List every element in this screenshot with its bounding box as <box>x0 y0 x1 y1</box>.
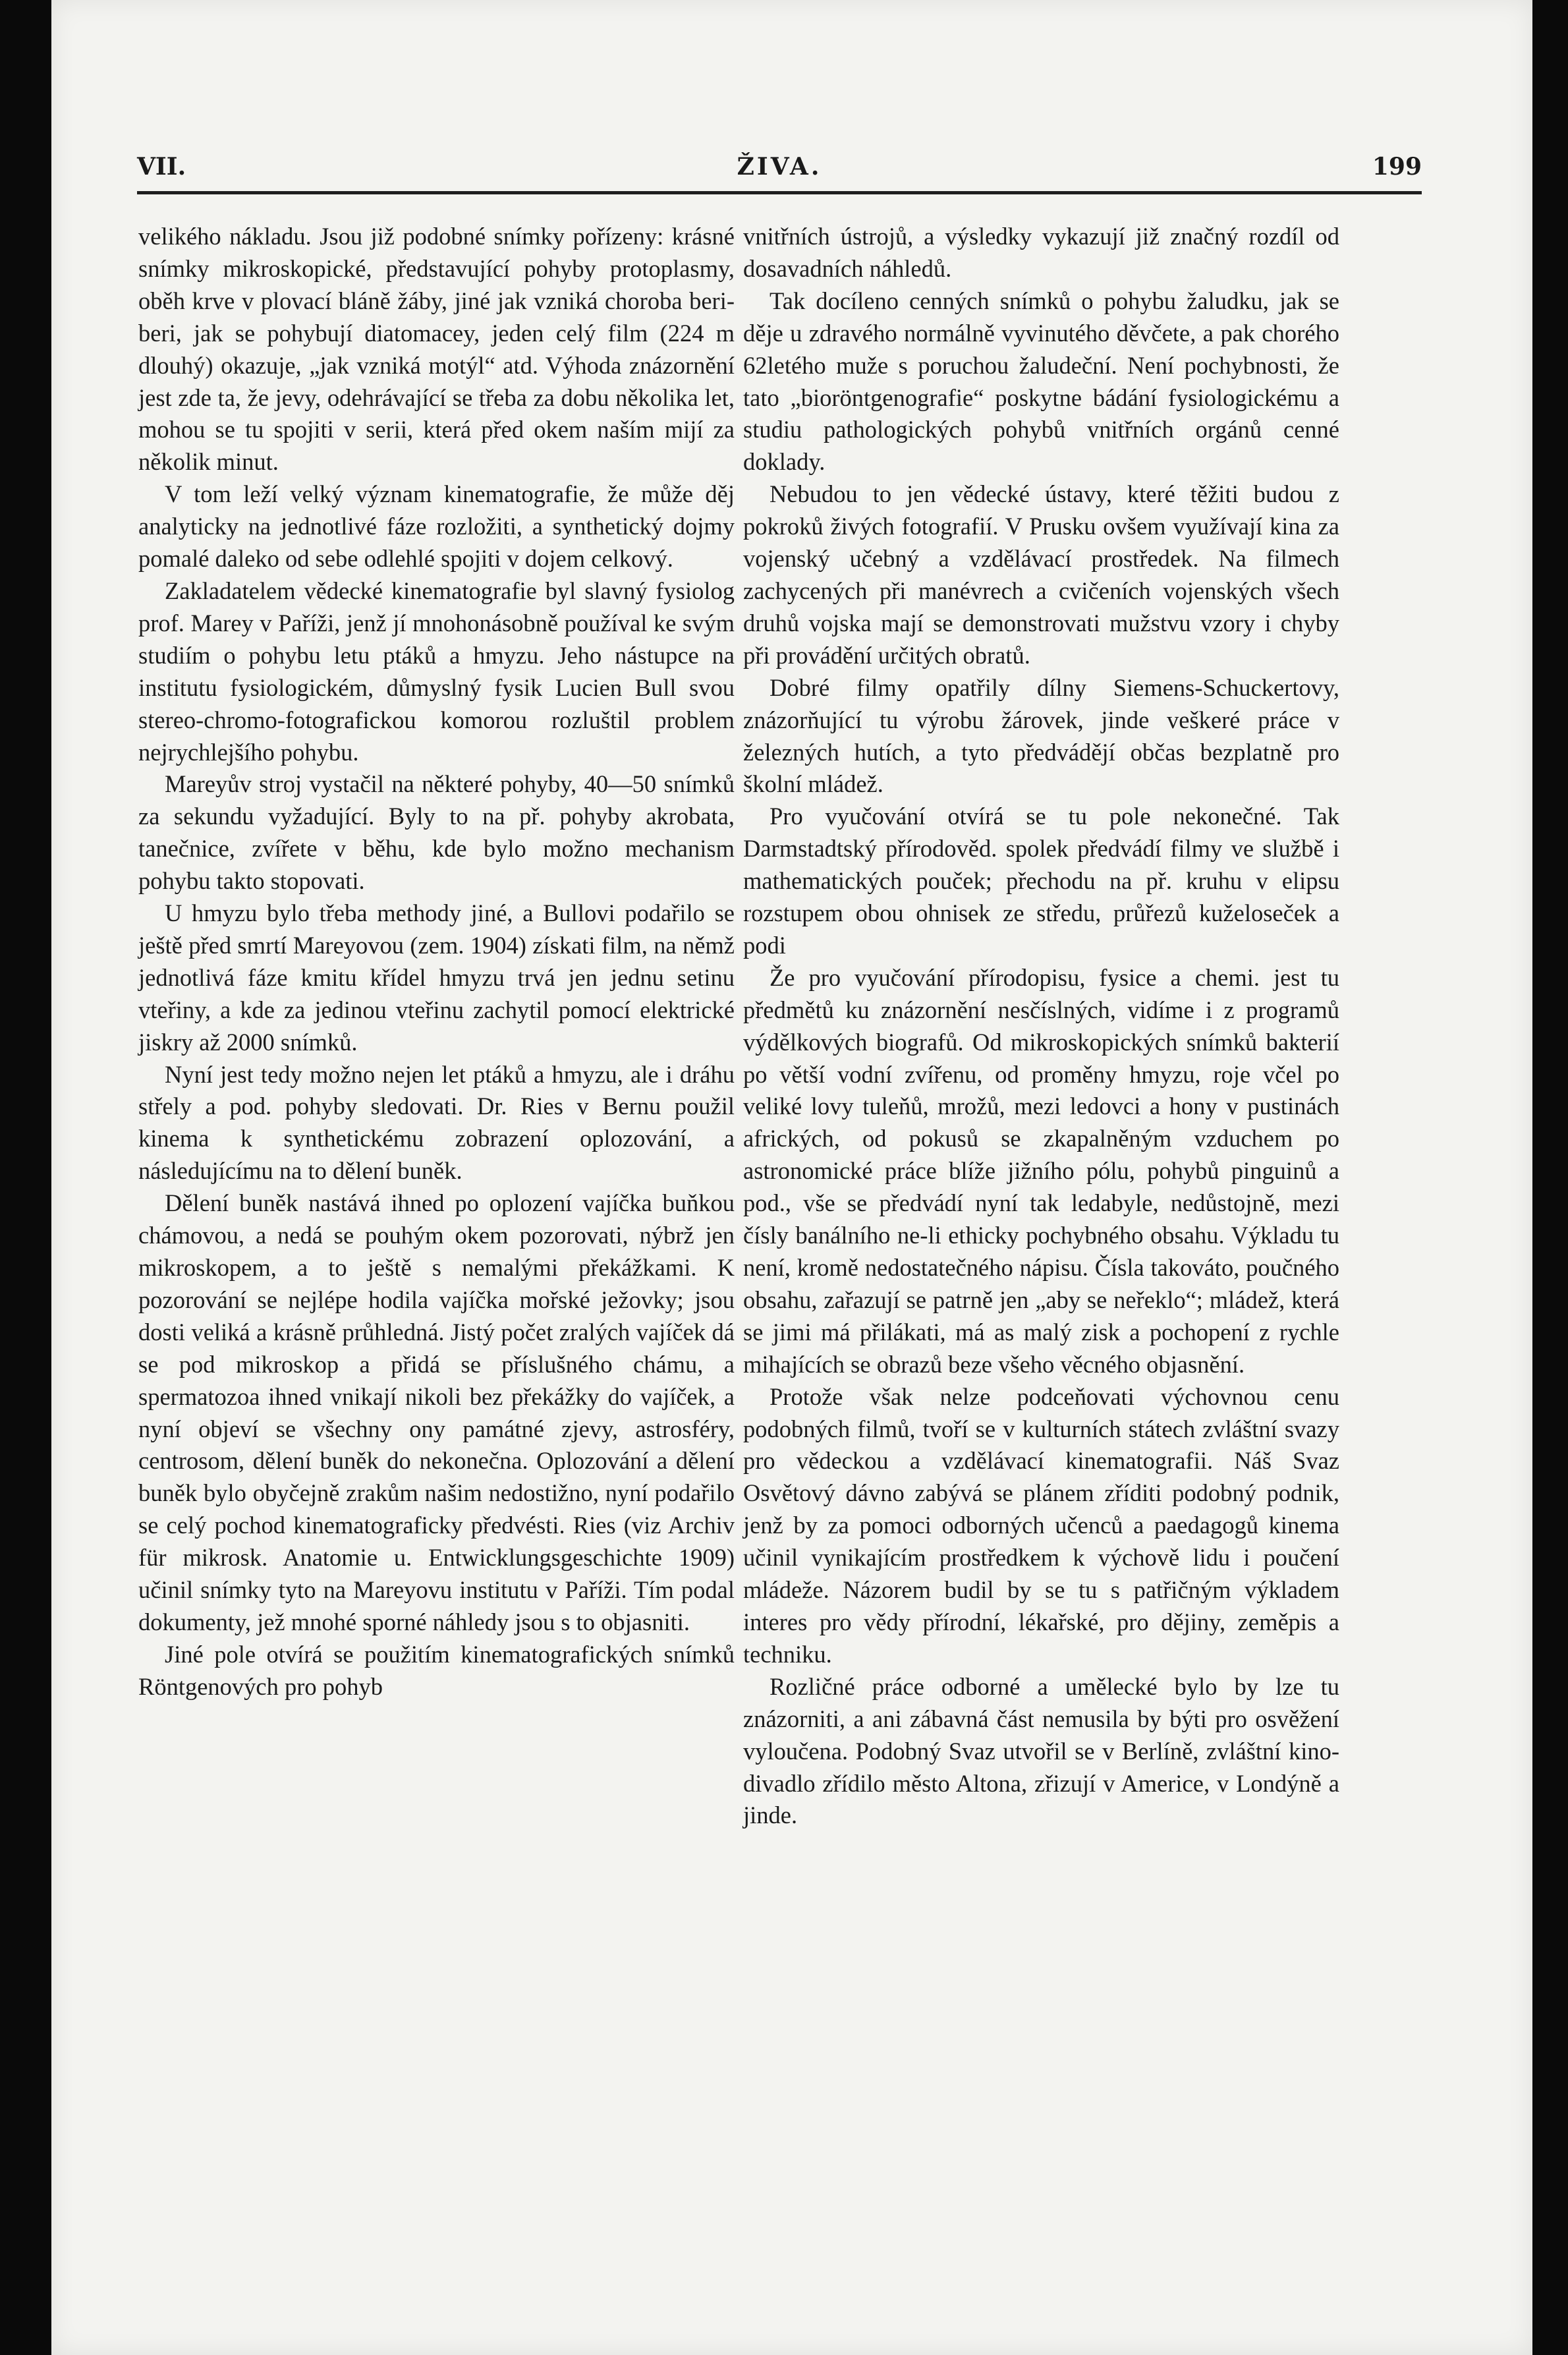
paragraph: Mareyův stroj vystačil na některé pohyby, 40—50 snímků za sekundu vyžadující. Byly to na př. pohyby akrobata, tanečnice, zvířete v běhu, kde bylo možno mechanism pohybu takto stopovati. <box>138 770 735 895</box>
paragraph: velikého nákladu. Jsou již podobné snímky pořízeny: krásné snímky mikroskopické, představující pohyby protoplasmy, oběh krve v plovací bláně žáby, jiné jak vzniká choroba beri-beri, jak se pohybují diatomacey, jeden celý film (224 m dlouhý) okazuje, „jak vzniká motýl“ atd. Výhoda znázornění jest zde ta, že jevy, odehrávající se třeba za dobu několika let, mohou se tu spojiti v serii, která před okem naším mijí za několik minut. <box>138 223 735 476</box>
page-number: 199 <box>1372 153 1422 181</box>
paragraph: Že pro vyučování přírodopisu, fysice a chemi. jest tu předmětů ku znázornění nesčíslných, vidíme i z programů výdělkových biografů. Od mikroskopických snímků bakterií po větší vodní zvířenu, od proměny hmyzu, roje včel po veliké lovy tuleňů, mrožů, mezi ledovci a hony v pustinách afrických, od pokusů se zkapalněným vzduchem po astronomické práce blíže jižního pólu, pohybů pinguinů a pod., vše se předvádí nyní tak ledabyle, nedůstojně, mezi čísly banálního ne-li ethicky pochybného obsahu. Výkladu tu není, kromě nedostatečného nápisu. Čísla takováto, poučného obsahu, zařazují se patrně jen „aby se neřeklo“; mládež, která se jimi má přilákati, má as malý zisk a pochopení z rychle mihajících se obrazů beze všeho věcného objasnění. <box>743 963 1339 1378</box>
paragraph: Dělení buněk nastává ihned po oplození vajíčka buňkou chámovou, a nedá se pouhým okem pozorovati, nýbrž jen mikroskopem, a to ještě s nemalými překážkami. K pozorování se nejlépe hodila vajíčka mořské ježovky; jsou dosti veliká a krásně průhledná. Jistý počet zralých vajíček dá se pod mikroskop a přidá se příslušného chámu, a spermatozoa ihned vnikají nikoli bez překážky do vajíček, a nyní objeví se všechny ony památné zjevy, astrosféry, centrosom, dělení buněk do nekonečna. Oplozování a dělení buněk bylo obyčejně zrakům našim nedostižno, nyní podařilo se celý pochod kinematograficky předvésti. Ries (viz Archiv für mikrosk. Anatomie u. Entwicklungsgeschichte 1909) učinil snímky tyto na Mareyovu institutu v Paříži. Tím podal dokumenty, jež mnohé sporné náhledy jsou s to objasniti. <box>138 1189 735 1635</box>
paragraph: Protože však nelze podceňovati výchovnou cenu podobných filmů, tvoří se v kulturních státech zvláštní svazy pro vědeckou a vzdělávací kinematografii. Náš Svaz Osvětový dávno zabývá se plánem zříditi podobný podnik, jenž by za pomoci odborných učenců a paedagogů kinema učinil vynikajícím prostředkem k výchově lidu i poučení mládeže. Názorem budil by se tu s patřičným výkladem interes pro vědy přírodní, lékařské, pro dějiny, zeměpis a techniku. <box>743 1382 1339 1668</box>
paragraph: Zakladatelem vědecké kinematografie byl slavný fysiolog prof. Marey v Paříži, jenž jí mnohonásobně používal ke svým studiím o pohybu letu ptáků a hmyzu. Jeho nástupce na institutu fysiologickém, důmyslný fysik Lucien Bull svou stereo-chromo-fotografickou komorou rozluštil problem nejrychlejšího pohybu. <box>138 577 735 766</box>
paragraph: vnitřních ústrojů, a výsledky vykazují již značný rozdíl od dosavadních náhledů. <box>743 223 1339 282</box>
paragraph: Nyní jest tedy možno nejen let ptáků a hmyzu, ale i dráhu střely a pod. pohyby sledovati. Dr. Ries v Bernu použil kinema k synthetickému zobrazení oplozování, a následujícímu na to dělení buněk. <box>138 1060 735 1185</box>
chapter-number: VII. <box>137 153 186 181</box>
right-column <box>743 221 1339 1832</box>
running-header <box>137 153 1422 192</box>
paragraph: Nebudou to jen vědecké ústavy, které těžiti budou z pokroků živých fotografií. V Prusku ovšem využívají kina za vojenský učebný a vzdělávací prostředek. Na filmech zachycených při manévrech a cvičeních vojenských všech druhů vojska mají se demonstrovati mužstvu vzory i chyby při provádění určitých obratů. <box>743 480 1339 669</box>
paragraph: Rozličné práce odborné a umělecké bylo by lze tu znázorniti, a ani zábavná část nemusila by býti pro osvěžení vyloučena. Podobný Svaz utvořil se v Berlíně, zvláštní kino-divadlo zřídilo město Altona, zřizují v Americe, v Londýně a jinde. <box>743 1672 1339 1829</box>
journal-title: ŽIVA. <box>737 153 822 181</box>
header-rule <box>137 191 1422 194</box>
paragraph: Pro vyučování otvírá se tu pole nekonečné. Tak Darmstadtský přírodověd. spolek předvádí filmy ve službě i mathematických pouček; přechodu na př. kruhu v elipsu rozstupem obou ohnisek ze středu, průřezů kuželoseček a podi <box>743 803 1339 959</box>
paragraph: Tak docíleno cenných snímků o pohybu žaludku, jak se děje u zdravého normálně vyvinutého děvčete, a pak chorého 62letého muže s poruchou žaludeční. Není pochybnosti, že tato „bioröntgenografie“ poskytne bádání fysiologickému a studiu pathologických pohybů vnitřních orgánů cenné doklady. <box>743 287 1339 476</box>
left-column <box>138 221 735 1703</box>
paragraph: V tom leží velký význam kinematografie, že může děj analyticky na jednotlivé fáze rozložiti, a synthetický dojmy pomalé daleko od sebe odlehlé spojiti v dojem celkový. <box>138 480 735 573</box>
paragraph: Jiné pole otvírá se použitím kinematografických snímků Röntgenových pro pohyb <box>138 1640 735 1700</box>
paragraph: U hmyzu bylo třeba methody jiné, a Bullovi podařilo se ještě před smrtí Mareyovou (zem. 1904) získati film, na němž jednotlivá fáze kmitu křídel hmyzu trvá jen jednu setinu vteřiny, a kde za jedinou vteřinu zachytil pomocí elektrické jiskry až 2000 snímků. <box>138 899 735 1056</box>
paragraph: Dobré filmy opatřily dílny Siemens-Schuckertovy, znázorňující tu výrobu žárovek, jinde veškeré práce v železných hutích, a tyto předvádějí občas bezplatně pro školní mládež. <box>743 673 1339 798</box>
